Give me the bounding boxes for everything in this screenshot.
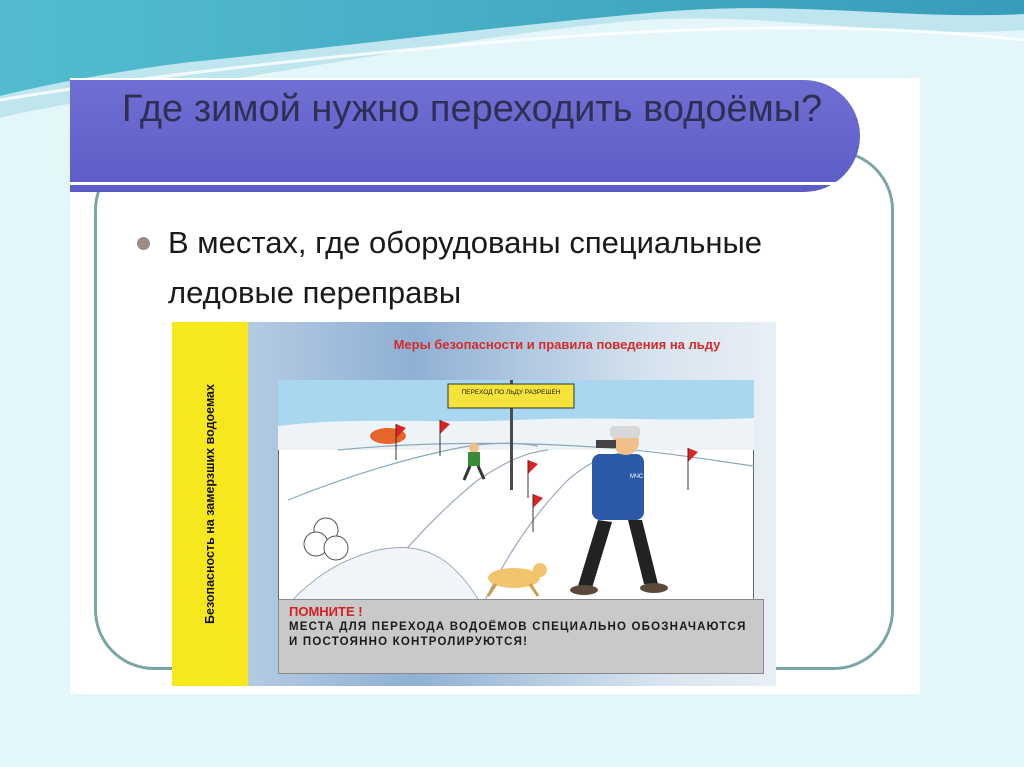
ice-crossing-illustration [278, 380, 754, 616]
reminder-box [278, 599, 764, 674]
bullet-dot [137, 237, 150, 250]
poster-side-label: Безопасность на замерзших водоемах [203, 384, 217, 624]
jacket-text: МЧС РОССИИ [630, 474, 671, 480]
poster-side-strip [172, 322, 248, 686]
bullet-text: В местах, где оборудованы специальные ледовые переправы [168, 225, 763, 310]
sign-text: ПЕРЕХОД ПО ЛЬДУ РАЗРЕШЕН [461, 389, 561, 396]
reminder-body: МЕСТА ДЛЯ ПЕРЕХОДА ВОДОЁМОВ СПЕЦИАЛЬНО ОБОЗНАЧАЮТСЯ И ПОСТОЯННО КОНТРОЛИРУЮТСЯ! [289, 621, 747, 648]
safety-poster [172, 322, 776, 686]
poster-heading: Меры безопасности и правила поведения на льду [393, 337, 721, 352]
title-underline [70, 182, 840, 185]
reminder-title: ПОМНИТЕ ! [289, 604, 363, 619]
slide-title: Где зимой нужно переходить водоёмы? [121, 88, 823, 130]
